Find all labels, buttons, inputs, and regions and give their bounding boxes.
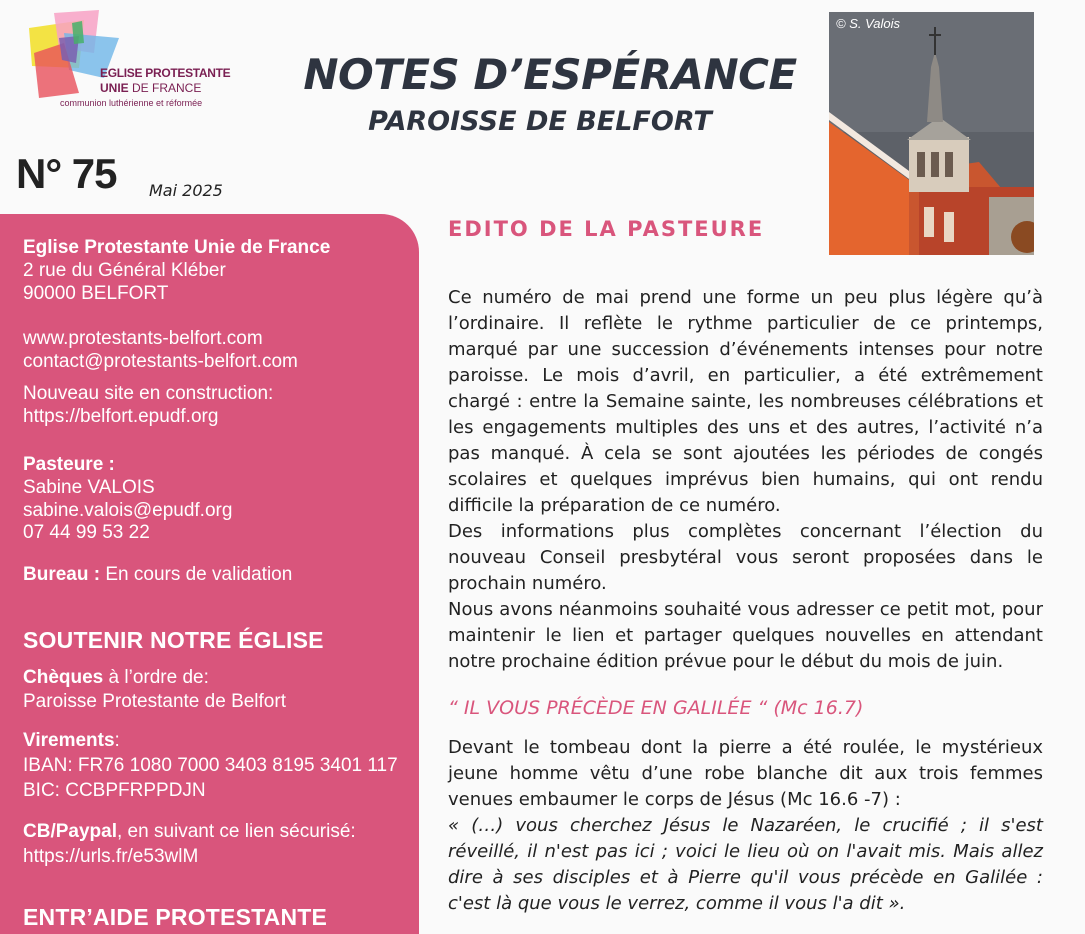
transfer-label: Virements xyxy=(23,730,115,751)
newsletter-title: NOTES D’ESPÉRANCE xyxy=(303,50,797,99)
address-line-2: 90000 BELFORT xyxy=(23,283,169,304)
photo-credit: © S. Valois xyxy=(836,16,901,31)
address-line-1: 2 rue du Général Kléber xyxy=(23,260,226,281)
org-name xyxy=(23,236,330,259)
edito-heading: EDITO DE LA PASTEURE xyxy=(448,217,765,241)
cheques-rest: à l’ordre de: xyxy=(103,667,209,688)
cheques-payee: Paroisse Protestante de Belfort xyxy=(23,691,286,712)
pastor-phone: 07 44 99 53 22 xyxy=(23,522,150,543)
support-heading: SOUTENIR NOTRE ÉGLISE xyxy=(23,627,324,653)
edito-paragraph-2: Des informations plus complètes concernant l’élection du nouveau Conseil presbytéral vous seront proposées dans le prochain numéro. xyxy=(448,521,1043,594)
bureau-line xyxy=(23,563,292,586)
logo-line-2 xyxy=(100,81,201,95)
newsletter-subtitle: PAROISSE DE BELFORT xyxy=(368,106,712,137)
pastor-label-text: Pasteure : xyxy=(23,454,115,475)
cheques-label: Chèques xyxy=(23,667,104,688)
logo-de-france: DE FRANCE xyxy=(128,81,202,95)
transfer-colon: : xyxy=(114,730,120,751)
church-illustration xyxy=(829,12,1034,255)
gospel-quote xyxy=(448,813,1043,917)
paypal-link[interactable]: https://urls.fr/e53wlM xyxy=(23,846,199,867)
logo-tagline: communion luthérienne et réformée xyxy=(60,98,203,108)
section-heading-galilee: “ IL VOUS PRÉCÈDE EN GALILÉE “ (Mc 16.7) xyxy=(448,697,864,719)
new-site-label: Nouveau site en construction: xyxy=(23,383,274,404)
cb-rest: , en suivant ce lien sécurisé: xyxy=(116,821,356,842)
bic: BIC: CCBPFRPPDJN xyxy=(23,780,206,801)
contact-email-link[interactable]: contact@protestants-belfort.com xyxy=(23,351,298,372)
entraide-heading: ENTR’AIDE PROTESTANTE xyxy=(23,904,328,930)
iban: IBAN: FR76 1080 7000 3403 8195 3401 117 xyxy=(23,755,398,776)
issue-date: Mai 2025 xyxy=(149,181,223,200)
epudf-logo xyxy=(24,8,234,108)
cheques-line xyxy=(23,666,209,689)
cb-paypal-line xyxy=(23,820,356,843)
pastor-label xyxy=(23,453,115,476)
gospel-quote-text: « (…) vous cherchez Jésus le Nazaréen, le crucifié ; il s'est réveillé, il n'est pas ici ; voici le lieu où on l'avait mis. Mais allez dire à ses disciples et à Pierre qu'il vous précède en Galilée : c'est là que vous le verrez, comme il vous l'a dit ». xyxy=(448,815,1043,914)
pastor-name: Sabine VALOIS xyxy=(23,477,155,498)
logo-unie: UNIE xyxy=(100,81,129,95)
bureau-value: En cours de validation xyxy=(100,564,293,585)
edito-paragraph-1: Ce numéro de mai prend une forme un peu plus légère qu’à l’ordinaire. Il reflète le rythme particulier de ce printemps, marqué par une succession d’événements intenses pour notre paroisse. Le mois d’avril, en particulier, a été extrêmement chargé : entre la Semaine sainte, les nombreuses célébrations et les engagements multiples des uns et des autres, l’activité n’a pas manqué. À cela se sont ajoutées les périodes de congés scolaires et quelques imprévus bien humains, qui ont rendu difficile la préparation de ce numéro. xyxy=(448,287,1043,516)
issue-number: N° 75 xyxy=(16,150,117,197)
logo-line-1: EGLISE PROTESTANTE xyxy=(100,66,231,80)
new-site-link[interactable]: https://belfort.epudf.org xyxy=(23,406,219,427)
pastor-email-link[interactable]: sabine.valois@epudf.org xyxy=(23,500,233,521)
bureau-label: Bureau : xyxy=(23,564,101,585)
edito-paragraph-3: Nous avons néanmoins souhaité vous adresser ce petit mot, pour maintenir le lien et partager quelques nouvelles en attendant notre prochaine édition prévue pour le début du mois de juin. xyxy=(448,599,1043,672)
galilee-paragraph: Devant le tombeau dont la pierre a été roulée, le mystérieux jeune homme vêtu d’une robe blanche dit aux trois femmes venues embaumer le corps de Jésus (Mc 16.6 -7) : xyxy=(448,737,1043,810)
website-link[interactable]: www.protestants-belfort.com xyxy=(23,328,263,349)
transfer-line xyxy=(23,729,120,752)
info-sidebar xyxy=(0,214,419,934)
org-name-text: Eglise Protestante Unie de France xyxy=(23,237,331,258)
cb-label: CB/Paypal xyxy=(23,821,117,842)
church-photo xyxy=(829,12,1034,255)
